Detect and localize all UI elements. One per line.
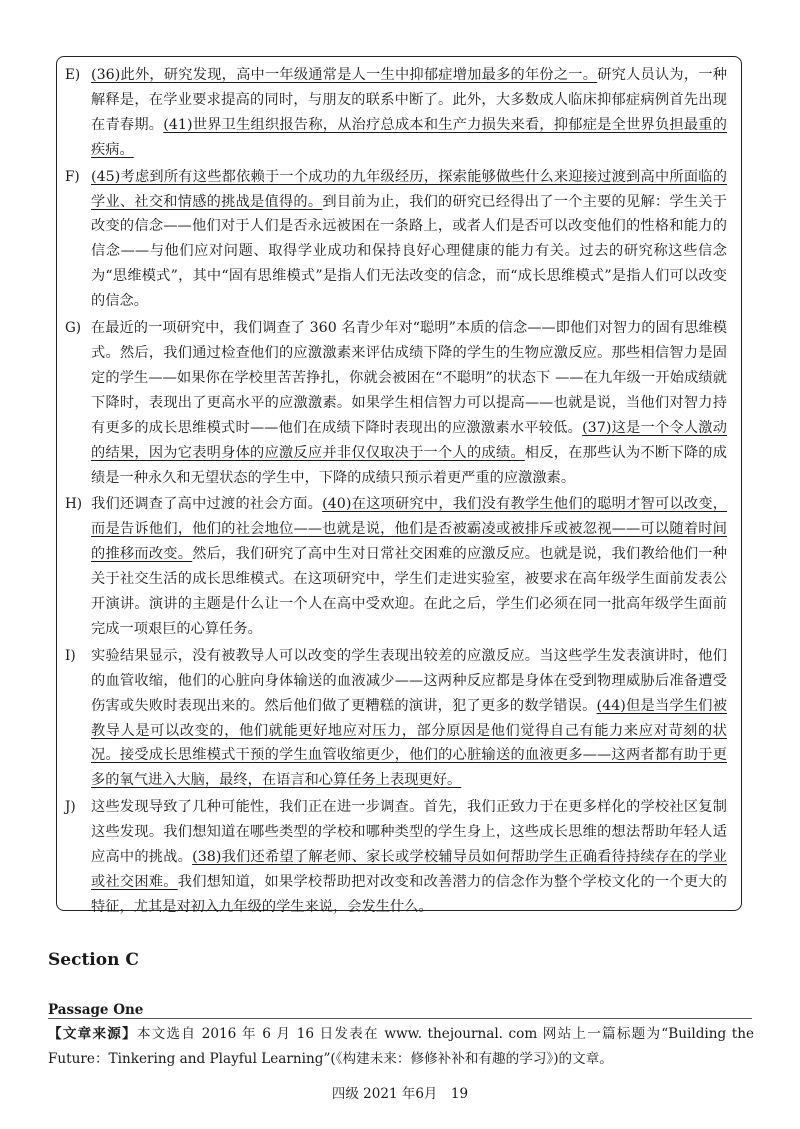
paragraph bbox=[65, 316, 727, 490]
paragraph-text bbox=[91, 795, 727, 920]
text-segment: 我们还调查了高中过渡的社会方面。 bbox=[91, 496, 323, 513]
paragraph bbox=[65, 644, 727, 793]
text-segment: 实验结果显示，没有被教导人可以改变的学生表现出较差的应激反应。当这些学生发表演讲时，他们的血管收缩，他们的心脏向身体输送的血液减少——这两种反应都是身体在受到物理威胁后准备遭受伤害或失败时表现出来的。然后他们做了更糟糕的演讲，犯了更多的数学错误。 bbox=[91, 647, 727, 714]
paragraph bbox=[65, 795, 727, 920]
text-segment: 研究人员认为，一种解释是，在学业要求提高的同时，与朋友的联系中断了。此外，大多数成人临床抑郁症病例首先出现在青春期。 bbox=[91, 67, 727, 133]
divider bbox=[48, 1018, 752, 1019]
paragraph-text bbox=[91, 644, 727, 793]
paragraph bbox=[65, 165, 727, 314]
paragraph-label: F) bbox=[65, 168, 80, 185]
text-segment: 在最近的一项研究中，我们调查了 360 名青少年对“聪明”本质的信念——即他们对智力的固有思维模式。然后，我们通过检查他们的应激激素来评估成绩下降的学生的生物应激反应。那些相信智力是固定的学生——如果你在学校里苦苦挣扎，你就会被困在“不聪明”的状态下 ——在九年级一开始成绩就下降时，表现出了更高水平的应激激素。如果学生相信智力可以提高——也就是说，当他们对智力持有更多的成长思维模式时——他们在成绩下降时表现出的应激激素水平较低。 bbox=[91, 320, 727, 436]
paragraph-text bbox=[91, 316, 727, 490]
text-segment: 我们想知道，如果学校帮助把对改变和改善潜力的信念作为整个学校文化的一个更大的特征，尤其是对初入九年级的学生来说，会发生什么。 bbox=[91, 874, 727, 915]
text-segment: 这些发现导致了几种可能性，我们正在进一步调查。首先，我们正致力于在更多样化的学校社区复制这些发现。我们想知道在哪些类型的学校和哪种类型的学生身上，这些成长思维的想法帮助年轻人适应高中的挑战。 bbox=[91, 799, 727, 866]
paragraph-text bbox=[91, 63, 727, 163]
section-title: Section C bbox=[48, 950, 139, 970]
underlined-answer-sentence: (45)考虑到所有这些都依赖于一个成功的九年级经历，探索能够做些什么来迎接过渡到高中所面临的学业、社交和情感的挑战是值得的。 bbox=[91, 168, 727, 210]
underlined-answer-sentence: (36)此外，研究发现，高中一年级通常是人一生中抑郁症增加最多的年份之一。 bbox=[91, 67, 598, 83]
source-text: 本文选自 2016 年 6 月 16 日发表在 www. thejournal. com 网站上一篇标题为“Building the Future：Tinkering and Playful Learning”(《构建未来：修修补补和有趣的学习》)的文章。 bbox=[48, 1026, 755, 1067]
article-frame bbox=[56, 56, 742, 915]
underlined-answer-sentence: (37)这是一个令人激动的结果，因为它表明身体的应激反应并非仅仅取决于一个人的成绩。 bbox=[91, 419, 727, 461]
passage-title: Passage One bbox=[48, 1002, 144, 1018]
underlined-answer-sentence: (44)但是当学生们被教导人是可以改变的，他们就能更好地应对压力，部分原因是他们觉得自己有能力来应对苛刻的状况。接受成长思维模式干预的学生血管收缩更少，他们的心脏输送的血液更多——这两者都有助于更多的氧气进入大脑，最终，在语言和心算任务上表现更好。 bbox=[91, 697, 727, 789]
text-segment: 然后，我们研究了高中生对日常社交困难的应激反应。也就是说，我们教给他们一种关于社交生活的成长思维模式。在这项研究中，学生们走进实验室，被要求在高年级学生面前发表公开演讲。演讲的主题是什么让一个人在高中受欢迎。在此之后，学生们必须在同一批高年级学生面前完成一项艰巨的心算任务。 bbox=[91, 546, 727, 637]
paragraph bbox=[65, 63, 727, 163]
underlined-answer-sentence: (40)在这项研究中，我们没有教学生他们的聪明才智可以改变，而是告诉他们，他们的社会地位——也就是说，他们是否被霸凌或被排斥或被忽视——可以随着时间的推移而改变。 bbox=[91, 496, 728, 563]
source-tag: 【文章来源】 bbox=[48, 1026, 137, 1042]
page-footer: 四级 2021 年6月 19 bbox=[331, 1086, 469, 1102]
paragraph-label: I) bbox=[65, 647, 76, 664]
paragraph-text bbox=[91, 492, 727, 641]
paragraph-list bbox=[65, 63, 727, 920]
text-segment: 相反，在那些认为不断下降的成绩是一种永久和无望状态的学生中，下降的成绩只预示着更严重的应激激素。 bbox=[91, 444, 727, 486]
paragraph bbox=[65, 492, 727, 641]
text-segment: 到目前为止，我们的研究已经得出了一个主要的见解：学生关于改变的信念——他们对于人们是否永远被困在一条路上，或者人们是否可以改变他们的性格和能力的信念——与他们应对问题、取得学业成功和保持良好心理健康的能力有关。过去的研究称这些信念为“思维模式”，其中“固有思维模式”是指人们无法改变的信念，而“成长思维模式”是指人们可以改变的信念。 bbox=[91, 193, 727, 310]
paragraph-text bbox=[91, 165, 727, 314]
paragraph-label: J) bbox=[65, 799, 76, 816]
source-note bbox=[48, 1022, 754, 1072]
paragraph-label: E) bbox=[65, 67, 81, 83]
underlined-answer-sentence: (38)我们还希望了解老师、家长或学校辅导员如何帮助学生正确看待持续存在的学业或社交困难。 bbox=[91, 849, 728, 890]
underlined-answer-sentence: (41)世界卫生组织报告称，从治疗总成本和生产力损失来看，抑郁症是全世界负担最重的疾病。 bbox=[91, 116, 727, 158]
paragraph-label: G) bbox=[65, 320, 82, 337]
paragraph-label: H) bbox=[65, 496, 83, 513]
